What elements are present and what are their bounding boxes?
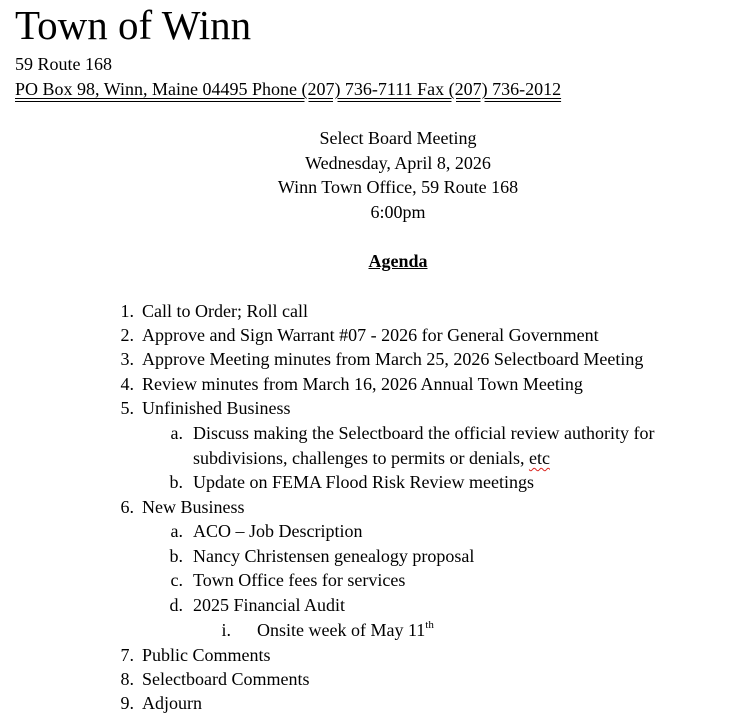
street-address: 59 Route 168: [15, 54, 112, 74]
subitem-letter: b.: [169, 546, 183, 566]
item-number: 7.: [120, 645, 134, 665]
item-number: 8.: [120, 669, 134, 689]
subitem-letter: a.: [170, 521, 183, 541]
item-text: Adjourn: [142, 693, 202, 713]
meeting-date: Wednesday, April 8, 2026: [305, 153, 491, 173]
item-text: Selectboard Comments: [142, 669, 310, 689]
subitem-letter: a.: [170, 423, 183, 443]
spellcheck-flagged-word: etc: [528, 448, 550, 468]
subsubitem-text: [257, 618, 434, 643]
subsubitem-numeral: i.: [221, 620, 231, 640]
subsubitem-text-main: Onsite week of May 11: [257, 620, 426, 640]
item-text: Call to Order; Roll call: [142, 301, 308, 321]
meeting-location: Winn Town Office, 59 Route 168: [277, 177, 519, 197]
agenda-heading: Agenda: [368, 251, 428, 271]
town-name: Town of Winn: [15, 2, 252, 48]
item-number: 4.: [120, 374, 134, 394]
subitem-text: Discuss making the Selectboard the official review authority for: [193, 423, 655, 443]
subitem-text: ACO – Job Description: [193, 521, 363, 541]
item-text: New Business: [142, 497, 245, 517]
item-text: Review minutes from March 16, 2026 Annual Town Meeting: [142, 374, 583, 394]
subitem-text: Nancy Christensen genealogy proposal: [193, 546, 475, 566]
meeting-time: 6:00pm: [370, 202, 426, 222]
item-number: 5.: [120, 398, 134, 418]
item-number: 9.: [120, 693, 134, 713]
item-number: 3.: [120, 349, 134, 369]
item-number: 6.: [120, 497, 134, 517]
item-text: Public Comments: [142, 645, 271, 665]
item-text: Approve Meeting minutes from March 25, 2026 Selectboard Meeting: [142, 349, 644, 369]
subitem-text: 2025 Financial Audit: [193, 595, 345, 615]
meeting-title: Select Board Meeting: [319, 128, 477, 148]
item-number: 1.: [120, 301, 134, 321]
item-text: Approve and Sign Warrant #07 - 2026 for General Government: [142, 325, 599, 345]
contact-line: PO Box 98, Winn, Maine 04495 Phone (207) 736-7111 Fax (207) 736-2012: [15, 79, 562, 99]
subitem-text-line2-main: subdivisions, challenges to permits or denials,: [193, 448, 529, 468]
item-number: 2.: [120, 325, 134, 345]
subitem-letter: d.: [169, 595, 183, 615]
subitem-letter: c.: [170, 570, 183, 590]
subitem-text-line2: [193, 446, 550, 471]
item-text: Unfinished Business: [142, 398, 291, 418]
subitem-text: Town Office fees for services: [193, 570, 406, 590]
subitem-text: Update on FEMA Flood Risk Review meetings: [193, 472, 534, 492]
subitem-letter: b.: [169, 472, 183, 492]
ordinal-suffix: th: [425, 619, 434, 631]
